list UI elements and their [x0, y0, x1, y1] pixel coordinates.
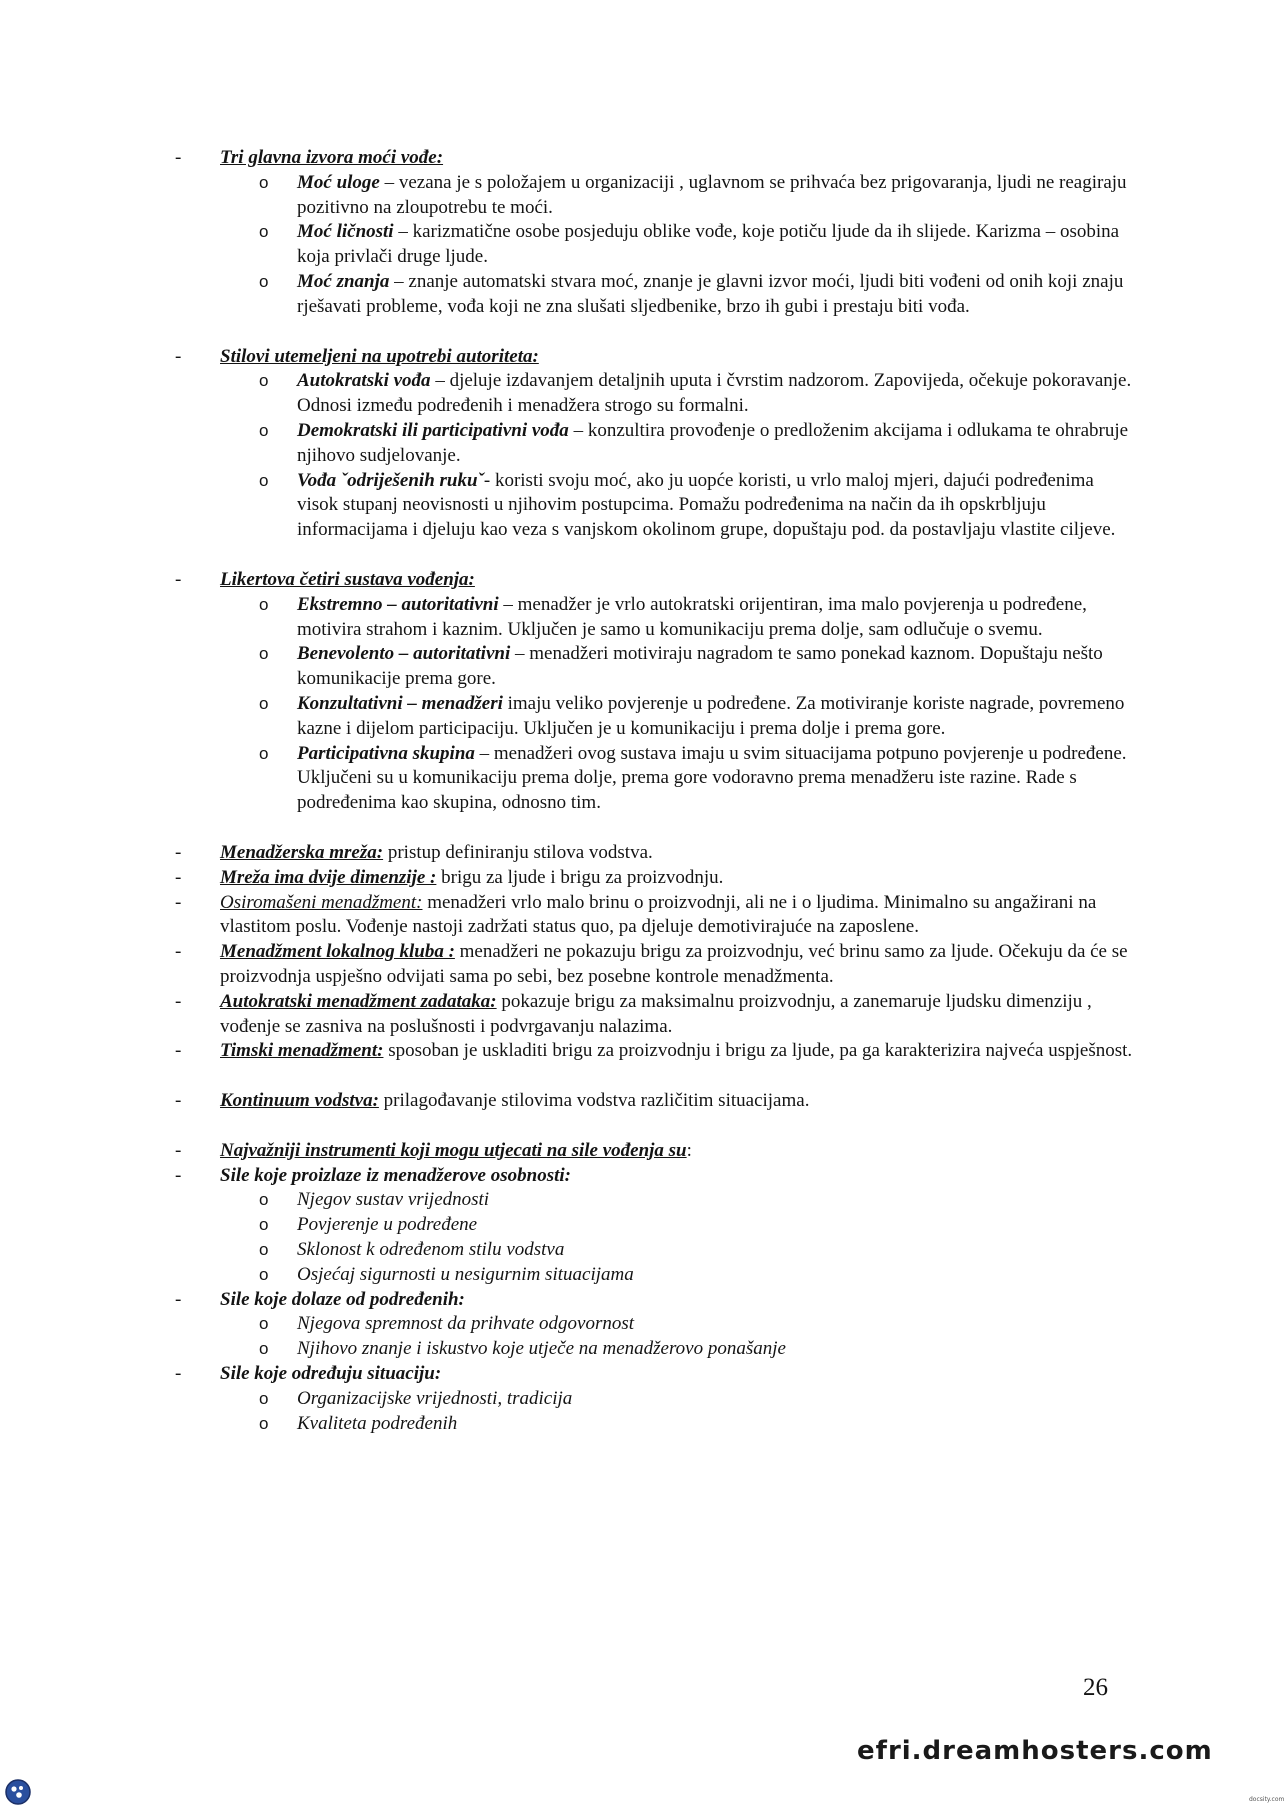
item-text: Njihovo znanje i iskustvo koje utječe na menadžerovo ponašanje: [297, 1338, 786, 1360]
list-item: [175, 742, 1135, 816]
list-item: [175, 419, 1135, 469]
dash-marker: -: [175, 147, 182, 168]
item-text: Njegova spremnost da prihvate odgovornost: [297, 1313, 635, 1335]
item-text: Osjećaj sigurnosti u nesigurnim situacijama: [297, 1263, 634, 1285]
instruments-colon: :: [686, 1139, 692, 1161]
bullet-marker: o: [259, 470, 269, 490]
list-item: [175, 171, 1135, 221]
document-page: [175, 146, 1135, 1436]
item-term: Autokratski vođa: [297, 370, 431, 392]
bullet-marker: o: [259, 693, 269, 713]
dash-marker: -: [175, 1164, 182, 1186]
bullet-marker: o: [259, 1314, 269, 1334]
dash-marker: -: [175, 891, 182, 913]
item-term: Moć ličnosti: [297, 221, 394, 243]
bullet-marker: o: [259, 743, 269, 763]
dash-marker: -: [175, 866, 182, 888]
list-item: [175, 270, 1135, 320]
bullet-marker: o: [259, 1413, 269, 1433]
grid-item: [175, 841, 1135, 866]
item-text: imaju veliko povjerenje u podređene. Za motiviranje koriste nagrade, povremeno kazne i dijelom participaciju. Uključen je u komunikaciju i prema dolje i prema gore.: [297, 692, 1125, 739]
list-item: [175, 1337, 1135, 1362]
item-term: Vođa ˇodriješenih rukuˇ: [297, 469, 484, 491]
site-watermark: efri.dreamhosters.com: [857, 1736, 1213, 1766]
grid-label: Timski menadžment:: [220, 1040, 384, 1062]
forces-group-title: Sile koje dolaze od podređenih:: [220, 1288, 465, 1310]
dash-marker: -: [175, 568, 182, 590]
item-text: Organizacijske vrijednosti, tradicija: [297, 1387, 573, 1409]
grid-label: Mreža ima dvije dimenzije :: [220, 866, 437, 888]
bullet-marker: o: [259, 1190, 269, 1210]
item-term: Participativna skupina: [297, 742, 475, 764]
grid-text: pokazuje brigu za maksimalnu proizvodnju, a zanemaruje ljudsku dimenziju , vođenje se zasniva na poslušnosti i podvrgavanju nalazima.: [220, 990, 1092, 1037]
continuum-text: prilagođavanje stilovima vodstva različitim situacijama.: [378, 1090, 810, 1112]
continuum-item: [175, 1089, 1135, 1114]
bullet-marker: o: [259, 1215, 269, 1235]
item-text: – konzultira provođenje o predloženim akcijama i odlukama te ohrabruje njihovo sudjelovanje.: [297, 419, 1129, 466]
item-text: Njegov sustav vrijednosti: [297, 1189, 490, 1211]
forces-group: [175, 1164, 1135, 1189]
dash-marker: -: [175, 1090, 182, 1112]
grid-label: Menadžment lokalnog kluba :: [220, 941, 455, 963]
grid-text: menadžeri ne pokazuju brigu za proizvodnju, već brinu samo za ljude. Očekuju da će se proizvodnja uspješno odvijati sama po sebi, bez posebne kontrole menadžmenta.: [220, 941, 1128, 987]
bullet-marker: o: [259, 222, 269, 242]
list-item: [175, 1188, 1135, 1213]
grid-label: Menadžerska mreža:: [220, 841, 384, 863]
page-number: 26: [1083, 1674, 1108, 1701]
section-heading: Stilovi utemeljeni na upotrebi autoriteta:: [220, 345, 539, 367]
docsity-logo-icon: [4, 1778, 32, 1806]
section-authority-styles: [175, 345, 1135, 370]
item-text: Sklonost k određenom stilu vodstva: [297, 1239, 565, 1261]
bullet-marker: o: [259, 1240, 269, 1260]
dash-marker: -: [175, 1139, 182, 1161]
item-text: – menadžeri motiviraju nagradom te samo ponekad kaznom. Dopuštaju nešto komunikacije prema gore.: [297, 643, 1103, 690]
bullet-marker: o: [259, 1264, 269, 1284]
list-item: [175, 220, 1135, 270]
source-mark: docsity.com: [1249, 1796, 1284, 1803]
section-power-sources: [175, 146, 1135, 171]
item-text: – znanje automatski stvara moć, znanje je glavni izvor moći, ljudi biti vođeni od onih koji znaju rješavati probleme, vođa koji ne zna slušati sljedbenike, brzo ih gubi i prestaju biti vođa.: [297, 270, 1124, 317]
item-text: – menadžer je vrlo autokratski orijentiran, ima malo povjerenja u podređene, motivira strahom i kaznim. Uključen je samo u komunikaciju prema dolje, sam odlučuje o svemu.: [297, 593, 1087, 640]
list-item: [175, 469, 1135, 543]
list-item: [175, 369, 1135, 419]
continuum-label: Kontinuum vodstva:: [220, 1090, 379, 1112]
list-item: [175, 642, 1135, 692]
section-heading: Tri glavna izvora moći vođe:: [220, 147, 444, 168]
instruments-heading: Najvažniji instrumenti koji mogu utjecati na sile vođenja su: [220, 1139, 687, 1161]
grid-item: [175, 990, 1135, 1040]
item-term: Ekstremno – autoritativni: [297, 593, 499, 615]
item-term: Demokratski ili participativni vođa: [297, 419, 569, 441]
list-item: [175, 593, 1135, 643]
bullet-marker: o: [259, 271, 269, 291]
dash-marker: -: [175, 345, 182, 367]
grid-label: Autokratski menadžment zadataka:: [220, 990, 497, 1012]
forces-group: [175, 1288, 1135, 1313]
dash-marker: -: [175, 1040, 182, 1062]
instruments-heading-row: [175, 1139, 1135, 1164]
dash-marker: -: [175, 941, 182, 963]
grid-item: [175, 866, 1135, 891]
item-text: – karizmatične osobe posjeduju oblike vođe, koje potiču ljude da ih slijede. Karizma – osobina koja privlači druge ljude.: [297, 221, 1120, 268]
item-term: Moć uloge: [297, 171, 380, 193]
grid-text: pristup definiranju stilova vodstva.: [383, 841, 653, 863]
bullet-marker: o: [259, 1388, 269, 1408]
grid-text: brigu za ljude i brigu za proizvodnju.: [436, 866, 724, 888]
bullet-marker: o: [259, 1339, 269, 1359]
list-item: [175, 1238, 1135, 1263]
grid-text: sposoban je uskladiti brigu za proizvodnju i brigu za ljude, pa ga karakterizira najveća uspješnost.: [383, 1040, 1133, 1062]
section-likert-systems: [175, 568, 1135, 593]
item-text: – menadžeri ovog sustava imaju u svim situacijama potpuno povjerenje u podređene. Uključeni su u komunikaciju prema dolje, prema gore vodoravno prema menadžeru iste razine. Rade s podređenima kao skupina, odnosno tim.: [297, 742, 1127, 814]
forces-group-title: Sile koje proizlaze iz menadžerove osobnosti:: [220, 1164, 571, 1186]
grid-item: [175, 891, 1135, 941]
list-item: [175, 1387, 1135, 1412]
list-item: [175, 1263, 1135, 1288]
bullet-marker: o: [259, 644, 269, 664]
list-item: [175, 1312, 1135, 1337]
item-term: Konzultativni – menadžeri: [297, 692, 503, 714]
item-text: Povjerenje u podređene: [297, 1214, 478, 1236]
dash-marker: -: [175, 1288, 182, 1310]
bullet-marker: o: [259, 594, 269, 614]
item-term: Benevolento – autoritativni: [297, 643, 511, 665]
bullet-marker: o: [259, 420, 269, 440]
dash-marker: -: [175, 990, 182, 1012]
forces-group-title: Sile koje određuju situaciju:: [220, 1363, 442, 1385]
grid-item: [175, 940, 1135, 990]
bullet-marker: o: [259, 371, 269, 391]
grid-label: Osiromašeni menadžment:: [220, 891, 423, 913]
grid-item: [175, 1039, 1135, 1064]
dash-marker: -: [175, 1363, 182, 1385]
dash-marker: -: [175, 841, 182, 863]
list-item: [175, 1412, 1135, 1437]
item-text: – vezana je s položajem u organizaciji , uglavnom se prihvaća bez prigovaranja, ljudi ne reagiraju pozitivno na zloupotrebu te moći.: [297, 171, 1127, 218]
item-text: – djeluje izdavanjem detaljnih uputa i čvrstim nadzorom. Zapovijeda, očekuje pokoravanje. Odnosi između podređenih i menadžera strogo su formalni.: [297, 370, 1132, 417]
forces-group: [175, 1362, 1135, 1387]
list-item: [175, 1213, 1135, 1238]
grid-text: menadžeri vrlo malo brinu o proizvodnji, ali ne i o ljudima. Minimalno su angažirani na vlastitom poslu. Vođenje nastoji zadržati status quo, pa djeluje demotivirajuće na zaposlene.: [220, 891, 1097, 938]
item-text: Kvaliteta podređenih: [297, 1412, 458, 1434]
list-item: [175, 692, 1135, 742]
section-heading: Likertova četiri sustava vođenja:: [220, 568, 475, 590]
item-text: - koristi svoju moć, ako ju uopće koristi, u vrlo maloj mjeri, dajući podređenima visok stupanj neovisnosti u njihovim postupcima. Pomažu podređenima na način da ih opskrbljuju informacijama i djeluju kao veza s vanjskom okolinom grupe, dopuštaju pod. da postavljaju vlastite ciljeve.: [297, 469, 1116, 541]
bullet-marker: o: [259, 172, 269, 192]
item-term: Moć znanja: [297, 270, 390, 292]
